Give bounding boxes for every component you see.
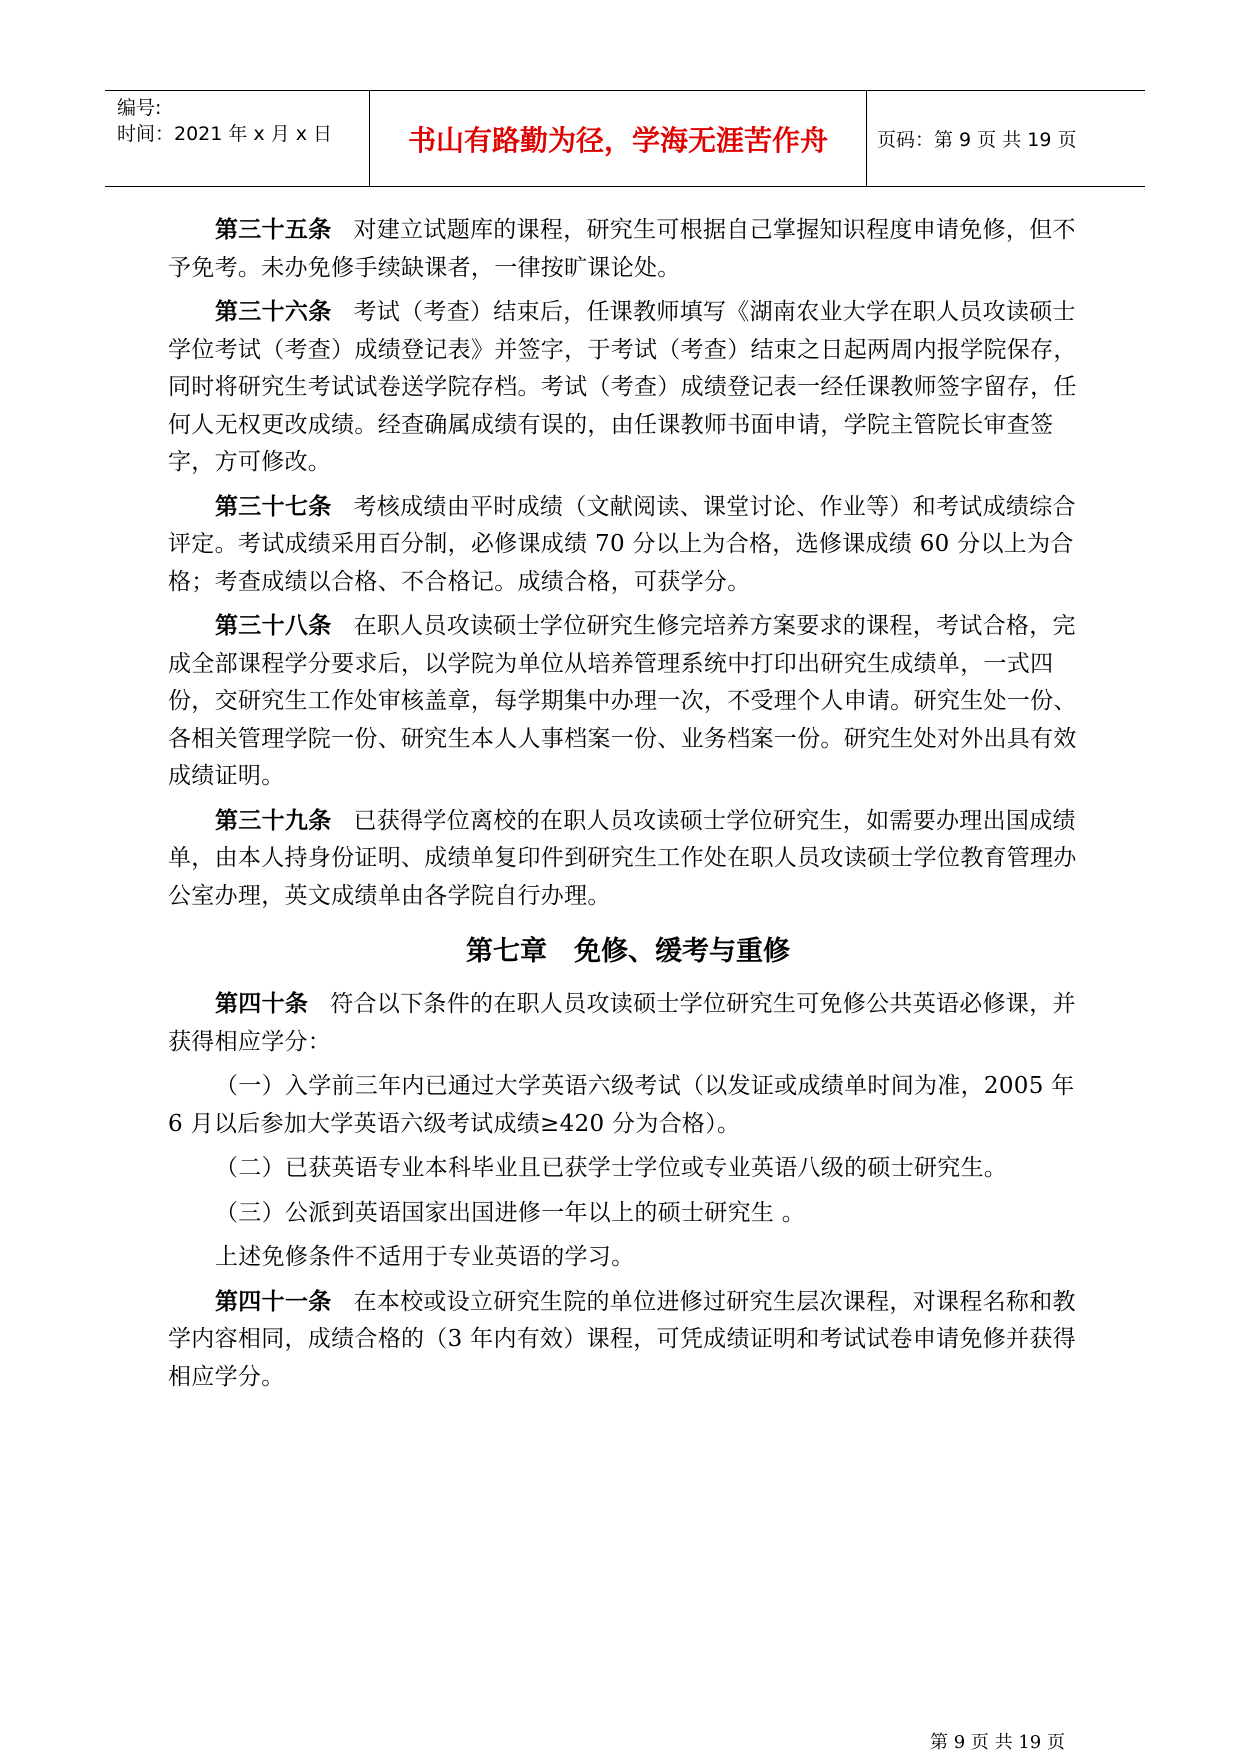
article-39 — [168, 803, 1088, 916]
list-item: （一）入学前三年内已通过大学英语六级考试（以发证或成绩单时间为准，2005 年 6 月以后参加大学英语六级考试成绩≥420 分为合格）。 — [168, 1073, 1075, 1137]
header-left-cell — [105, 91, 370, 186]
article-text: 在职人员攻读硕士学位研究生修完培养方案要求的课程，考试合格，完成全部课程学分要求后，以学院为单位从培养管理系统中打印出研究生成绩单，一式四份，交研究生工作处审核盖章，每学期集中办理一次，不受理个人申请。研究生处一份、各相关管理学院一份、研究生本人人事档案一份、业务档案一份。研究生处对外出具有效成绩证明。 — [168, 613, 1077, 789]
article-38 — [168, 608, 1088, 796]
article-title: 第三十五条 — [215, 217, 332, 243]
article-36 — [168, 294, 1088, 482]
article-text: 符合以下条件的在职人员攻读硕士学位研究生可免修公共英语必修课，并获得相应学分： — [168, 991, 1076, 1055]
article-text: 考核成绩由平时成绩（文献阅读、课堂讨论、作业等）和考试成绩综合评定。考试成绩采用百分制，必修课成绩 70 分以上为合格，选修课成绩 60 分以上为合格；考查成绩以合格、不合格记。成绩合格，可获学分。 — [168, 493, 1076, 595]
document-body — [168, 212, 1088, 1403]
header-page-info: 页码：第 9 页 共 19 页 — [877, 129, 1077, 151]
header-middle-cell — [370, 91, 867, 186]
page-footer: 第 9 页 共 19 页 — [930, 1732, 1065, 1753]
article-title: 第四十条 — [215, 991, 309, 1017]
article-text: 在本校或设立研究生院的单位进修过研究生层次课程，对课程名称和教学内容相同，成绩合格的（3 年内有效）课程，可凭成绩证明和考试试卷申请免修并获得相应学分。 — [168, 1288, 1076, 1390]
list-item: （二）已获英语专业本科毕业且已获学士学位或专业英语八级的硕士研究生。 — [215, 1155, 1008, 1181]
article-title: 第三十九条 — [215, 807, 332, 834]
list-item: （三）公派到英语国家出国进修一年以上的硕士研究生 。 — [215, 1199, 806, 1226]
header-right-cell — [867, 91, 1145, 186]
article-text: 对建立试题库的课程，研究生可根据自己掌握知识程度申请免修，但不予免考。未办免修手续缺课者，一律按旷课论处。 — [168, 217, 1076, 281]
note-paragraph: 上述免修条件不适用于专业英语的学习。 — [215, 1244, 635, 1270]
article-41 — [168, 1284, 1088, 1397]
article-title: 第三十七条 — [215, 493, 332, 520]
chapter-title: 第七章 免修、缓考与重修 — [466, 936, 790, 967]
document-number-label: 编号: — [117, 97, 162, 119]
article-35 — [168, 212, 1088, 287]
article-title: 第四十一条 — [215, 1288, 332, 1315]
article-37 — [168, 489, 1088, 602]
header-motto: 书山有路勤为径，学海无涯苦作舟 — [407, 124, 828, 157]
article-title: 第三十八条 — [215, 613, 332, 639]
page-header — [105, 90, 1145, 187]
article-40 — [168, 986, 1088, 1061]
document-time-label: 时间：2021 年 x 月 x 日 — [117, 123, 333, 145]
article-title: 第三十六条 — [215, 299, 332, 325]
article-text: 考试（考查）结束后，任课教师填写《湖南农业大学在职人员攻读硕士学位考试（考查）成绩登记表》并签字，于考试（考查）结束之日起两周内报学院保存，同时将研究生考试试卷送学院存档。考试（考查）成绩登记表一经任课教师签字留存，任何人无权更改成绩。经查确属成绩有误的，由任课教师书面申请，学院主管院长审查签字，方可修改。 — [168, 299, 1077, 475]
article-text: 已获得学位离校的在职人员攻读硕士学位研究生，如需要办理出国成绩单，由本人持身份证明、成绩单复印件到研究生工作处在职人员攻读硕士学位教育管理办公室办理，英文成绩单由各学院自行办理。 — [168, 807, 1077, 909]
